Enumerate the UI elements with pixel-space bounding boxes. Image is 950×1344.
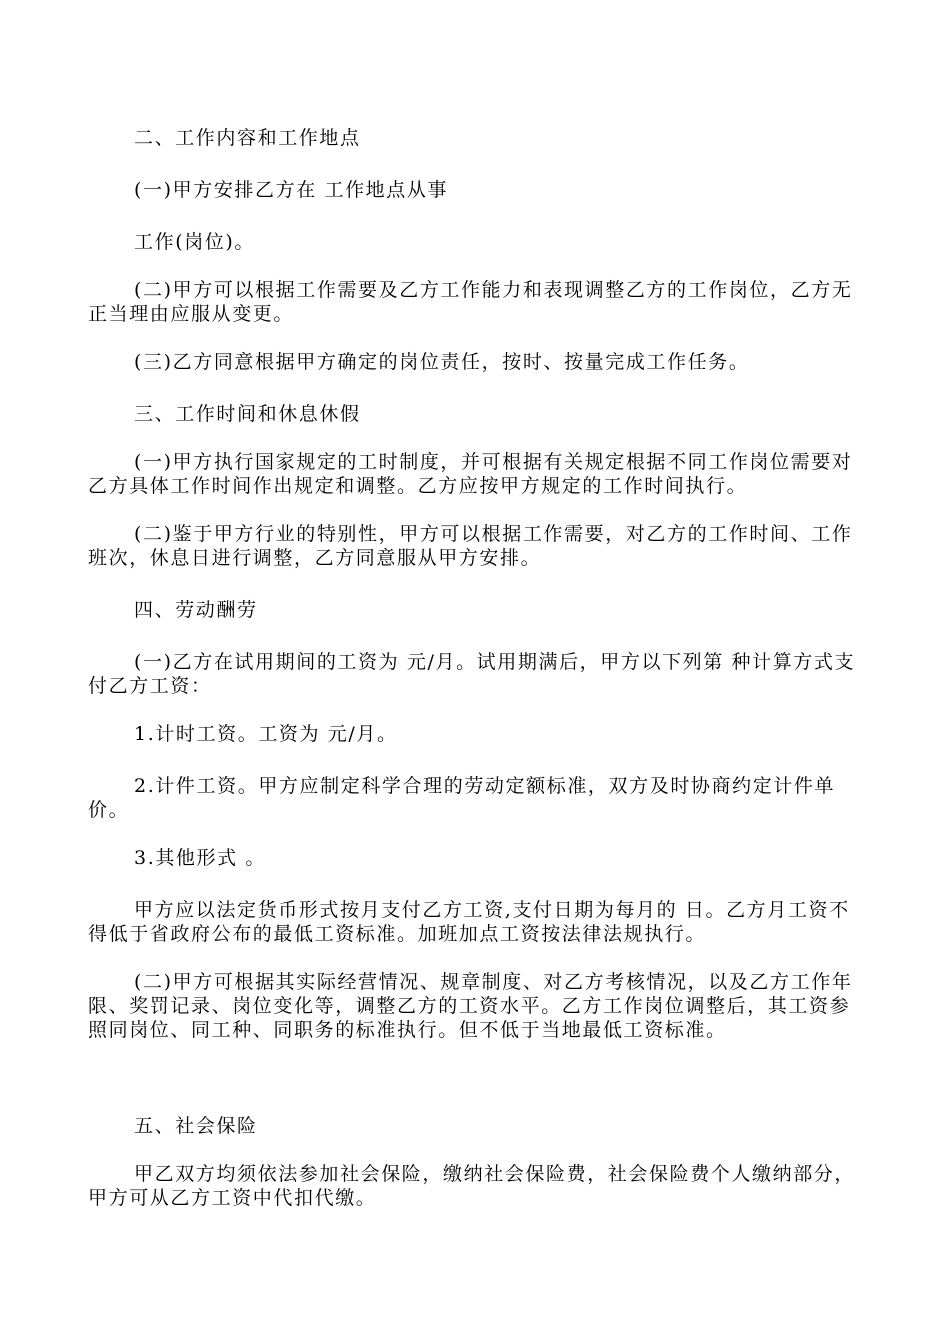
section-heading-work-time: 三、工作时间和休息休假 — [134, 403, 361, 425]
paragraph-social-insurance: 甲乙双方均须依法参加社会保险，缴纳社会保险费，社会保险费个人缴纳部分，甲方可从乙方工资中代扣代缴。 — [88, 1163, 856, 1209]
section-heading-work-content: 二、工作内容和工作地点 — [134, 127, 361, 149]
paragraph-wage-adjustment: (二)甲方可根据其实际经营情况、规章制度、对乙方考核情况，以及乙方工作年限、奖罚记录、岗位变化等，调整乙方的工资水平。乙方工作岗位调整后，其工资参照同岗位、同工种、同职务的标准执行。但不低于当地最低工资标准。 — [88, 971, 853, 1041]
section-heading-social-insurance: 五、社会保险 — [134, 1115, 258, 1137]
section-heading-remuneration: 四、劳动酬劳 — [134, 599, 258, 621]
paragraph-other-wage: 3.其他形式 。 — [134, 847, 266, 869]
paragraph-piece-wage: 2.计件工资。甲方应制定科学合理的劳动定额标准，双方及时协商约定计件单价。 — [88, 775, 836, 821]
paragraph-position: 工作(岗位)。 — [134, 231, 256, 253]
paragraph-working-hours: (一)甲方执行国家规定的工时制度，并可根据有关规定根据不同工作岗位需要对乙方具体工作时间作出规定和调整。乙方应按甲方规定的工作时间执行。 — [88, 451, 853, 497]
paragraph-time-wage: 1.计时工资。工资为 元/月。 — [134, 723, 398, 745]
paragraph-work-location: (一)甲方安排乙方在 工作地点从事 — [134, 179, 449, 201]
paragraph-shift-adjustment: (二)鉴于甲方行业的特别性，甲方可以根据工作需要，对乙方的工作时间、工作班次，休息日进行调整，乙方同意服从甲方安排。 — [88, 523, 853, 569]
paragraph-job-responsibility: (三)乙方同意根据甲方确定的岗位责任，按时、按量完成工作任务。 — [134, 351, 750, 373]
paragraph-position-adjustment: (二)甲方可以根据工作需要及乙方工作能力和表现调整乙方的工作岗位，乙方无正当理由应服从变更。 — [88, 279, 853, 325]
paragraph-payment-date: 甲方应以法定货币形式按月支付乙方工资,支付日期为每月的 日。乙方月工资不得低于省政府公布的最低工资标准。加班加点工资按法律法规执行。 — [88, 899, 850, 945]
paragraph-probation-wage: (一)乙方在试用期间的工资为 元/月。试用期满后，甲方以下列第 种计算方式支付乙方工资： — [88, 651, 856, 697]
